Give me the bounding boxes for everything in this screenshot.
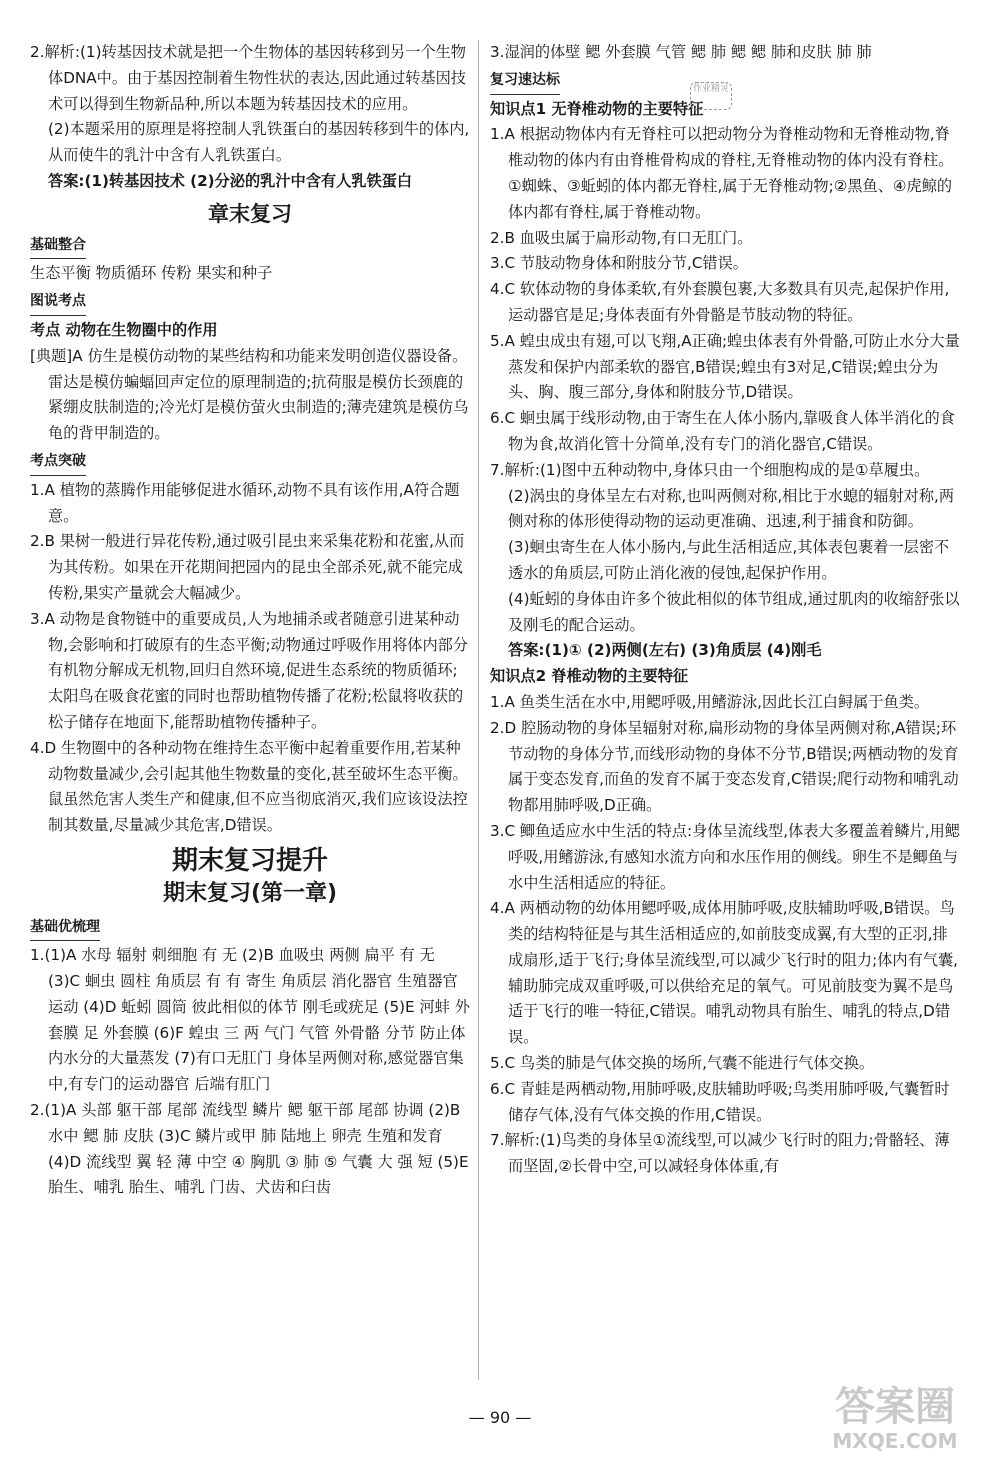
jichu-answers: 生态平衡 物质循环 传粉 果实和种子 — [30, 264, 273, 283]
page-number: — 90 — — [468, 1408, 532, 1427]
tupo-1: 1.A 植物的蒸腾作用能够促进水循环,动物不具有该作用,A符合题意。 — [30, 480, 460, 525]
watermark-line1: 答案圈 — [835, 1384, 955, 1430]
kp1-q5: 5.A 蝗虫成虫有翅,可以飞翔,A正确;蝗虫体表有外骨骼,可防止水分大量蒸发和保护内部柔软的器官,B错误;蝗虫有3对足,C错误;蝗虫分为头、胸、腹三部分,身体和附肢分节,D错误。 — [490, 331, 960, 402]
section-tushuo: 图说考点 — [30, 289, 86, 316]
kp1-q6: 6.C 蛔虫属于线形动物,由于寄生在人体小肠内,靠吸食人体半消化的食物为食,故消化管十分简单,没有专门的消化器官,C错误。 — [490, 409, 955, 453]
kp1-q7-part3: (3)蛔虫寄生在人体小肠内,与此生活相适应,其体表包裹着一层密不透水的角质层,可防止消化液的侵蚀,起保护作用。 — [508, 538, 950, 582]
section-sudabiao: 复习速达标 — [490, 68, 560, 95]
answer-2-part2: (2)本题采用的原理是将控制人乳铁蛋白的基因转移到牛的体内,从而使牛的乳汁中含有人乳铁蛋白。 — [48, 120, 470, 165]
tupo-3: 3.A 动物是食物链中的重要成员,人为地捕杀或者随意引进某种动物,会影响和打破原有的生态平衡;动物通过呼吸作用将体内部分有机物分解成无机物,回归自然环境,促进生态系统的物质循环;太阳鸟在吸食花蜜的同时也帮助植物传播了花粉;松鼠将收获的松子储存在地面下,能帮助植物传播种子。 — [30, 609, 469, 731]
youshu-1: 1.(1)A 水母 辐射 刺细胞 有 无 (2)B 血吸虫 两侧 扁平 有 无 (3)C 蛔虫 圆柱 角质层 有 有 寄生 角质层 消化器官 生殖器官 运动 (4)D 蚯蚓 圆筒 彼此相似的体节 刚毛或疣足 (5)E 河蚌 外套膜 足 外套膜 (6)F 蝗虫 三 两 气门 气管 外骨骼 分节 防止体内水分的大量蒸发 (7)有口无肛门 身体呈两侧对称,感觉器官集中,有专门的运动器官 后端有肛门 — [30, 946, 470, 1094]
kp1-q2: 2.B 血吸虫属于扁形动物,有口无肛门。 — [490, 228, 753, 247]
dianti-answer: [典题]A 仿生是模仿动物的某些结构和功能来发明创造仪器设备。雷达是模仿蝙蝠回声定位的原理制造的;抗荷服是模仿长颈鹿的紧绷皮肤制造的;冷光灯是模仿萤火虫制造的;薄壳建筑是模仿乌龟的背甲制造的。 — [30, 346, 469, 443]
chapter-review-title: 章末复习 — [208, 200, 292, 226]
kp1-q7-answer: 答案:(1)① (2)两侧(左右) (3)角质层 (4)刚毛 — [508, 641, 822, 660]
kp1-q7: 7.解析:(1)图中五种动物中,身体只由一个细胞构成的是①草履虫。 — [490, 460, 930, 479]
watermark-line2: MXQE.COM — [832, 1429, 958, 1453]
knowledge-point-2: 知识点2 脊椎动物的主要特征 — [490, 667, 689, 686]
kp2-q3: 3.C 鲫鱼适应水中生活的特点:身体呈流线型,体表大多覆盖着鳞片,用鳃呼吸,用鳍游泳,有感知水流方向和水压作用的侧线。卵生不是鲫鱼与水中生活相适应的特征。 — [490, 821, 960, 892]
final-review-title: 期末复习提升 — [171, 845, 328, 876]
watermark-logo — [810, 1385, 980, 1455]
kp1-q1: 1.A 根据动物体内有无脊柱可以把动物分为脊椎动物和无脊椎动物,脊椎动物的体内有由脊椎骨构成的脊柱,无脊椎动物的体内没有脊柱。①蜘蛛、③蚯蚓的体内都无脊柱,属于无脊椎动物;②黑鱼、④虎鲸的体内都有脊柱,属于脊椎动物。 — [490, 125, 954, 221]
youshu-2: 2.(1)A 头部 躯干部 尾部 流线型 鳞片 鳃 躯干部 尾部 协调 (2)B 水中 鳃 肺 皮肤 (3)C 鳞片或甲 肺 陆地上 卵壳 生殖和发育 (4)D 流线型 翼 轻 薄 中空 ④ 胸肌 ③ 肺 ⑤ 气囊 大 强 短 (5)E 胎生、哺乳 胎生、哺乳 门齿、犬齿和臼齿 — [30, 1101, 469, 1197]
answer-2-key: 答案:(1)转基因技术 (2)分泌的乳汁中含有人乳铁蛋白 — [48, 171, 413, 190]
kp2-q2: 2.D 腔肠动物的身体呈辐射对称,扁形动物的身体呈两侧对称,A错误;环节动物的身体分节,而线形动物的身体不分节,B错误;两栖动物的发育属于变态发育,而鱼的发育不属于变态发育,C错误;爬行动物和哺乳动物都用肺呼吸,D正确。 — [490, 718, 959, 815]
youshu-3: 3.湿润的体壁 鳃 外套膜 气管 鳃 肺 鳃 鳃 肺和皮肤 肺 肺 — [490, 43, 872, 61]
tupo-4: 4.D 生物圈中的各种动物在维持生态平衡中起着重要作用,若某种动物数量减少,会引起其他生物数量的变化,甚至破坏生态平衡。鼠虽然危害人类生产和健康,但不应当彻底消灭,我们应该设法控制其数量,尽量减少其危害,D错误。 — [30, 738, 468, 835]
column-divider — [478, 40, 479, 1380]
section-tupo: 考点突破 — [30, 449, 86, 476]
kp1-q3: 3.C 节肢动物身体和附肢分节,C错误。 — [490, 254, 748, 273]
stamp-mark: 作业精灵 — [690, 82, 732, 110]
kp2-q5: 5.C 鸟类的肺是气体交换的场所,气囊不能进行气体交换。 — [490, 1054, 875, 1073]
answer-2: 2.解析:(1)转基因技术就是把一个生物体的基因转移到另一个生物体DNA中。由于基因控制着生物性状的表达,因此通过转基因技术可以得到生物新品种,所以本题为转基因技术的应用。 — [30, 43, 466, 113]
kp2-q7: 7.解析:(1)鸟类的身体呈①流线型,可以减少飞行时的阻力;骨骼轻、薄而坚固,②长骨中空,可以减轻身体体重,有 — [490, 1131, 950, 1176]
section-jichu: 基础整合 — [30, 233, 86, 260]
kp2-q6: 6.C 青蛙是两栖动物,用肺呼吸,皮肤辅助呼吸;鸟类用肺呼吸,气囊暂时储存气体,没有气体交换的作用,C错误。 — [490, 1079, 950, 1124]
final-review-subtitle: 期末复习(第一章) — [162, 880, 338, 906]
kp2-q4: 4.A 两栖动物的幼体用鳃呼吸,成体用肺呼吸,皮肤辅助呼吸,B错误。鸟类的结构特征是与其生活相适应的,如前肢变成翼,有大型的正羽,排成扇形,适于飞行;身体呈流线型,可以减少飞行时的阻力;体内有气囊,辅助肺完成双重呼吸,可以供给充足的氧气。可见前肢变为翼不是鸟适于飞行的唯一特征,C错误。哺乳动物具有胎生、哺乳的特点,D错误。 — [490, 899, 958, 1047]
right-column — [490, 40, 960, 1180]
kp1-q4: 4.C 软体动物的身体柔软,有外套膜包裹,大多数具有贝壳,起保护作用,运动器官是足;身体表面有外骨骼是节肢动物的特征。 — [490, 280, 950, 324]
knowledge-point-1: 知识点1 无脊椎动物的主要特征 — [490, 99, 704, 118]
section-youshu: 基础优梳理 — [30, 915, 100, 942]
kp2-q1: 1.A 鱼类生活在水中,用鳃呼吸,用鳍游泳,因此长江白鲟属于鱼类。 — [490, 692, 930, 711]
left-column — [30, 40, 470, 1201]
kp1-q7-part2: (2)涡虫的身体呈左右对称,也叫两侧对称,相比于水螅的辐射对称,两侧对称的体形使得动物的运动更准确、迅速,利于捕食和防御。 — [508, 486, 955, 531]
tupo-2: 2.B 果树一般进行异花传粉,通过吸引昆虫来采集花粉和花蜜,从而为其传粉。如果在开花期间把园内的昆虫全部杀死,就不能完成传粉,果实产量就会大幅减少。 — [30, 532, 465, 602]
kp1-q7-part4: (4)蚯蚓的身体由许多个彼此相似的体节组成,通过肌肉的收缩舒张以及刚毛的配合运动。 — [508, 589, 960, 634]
kaodian-heading: 考点 动物在生物圈中的作用 — [30, 320, 218, 339]
